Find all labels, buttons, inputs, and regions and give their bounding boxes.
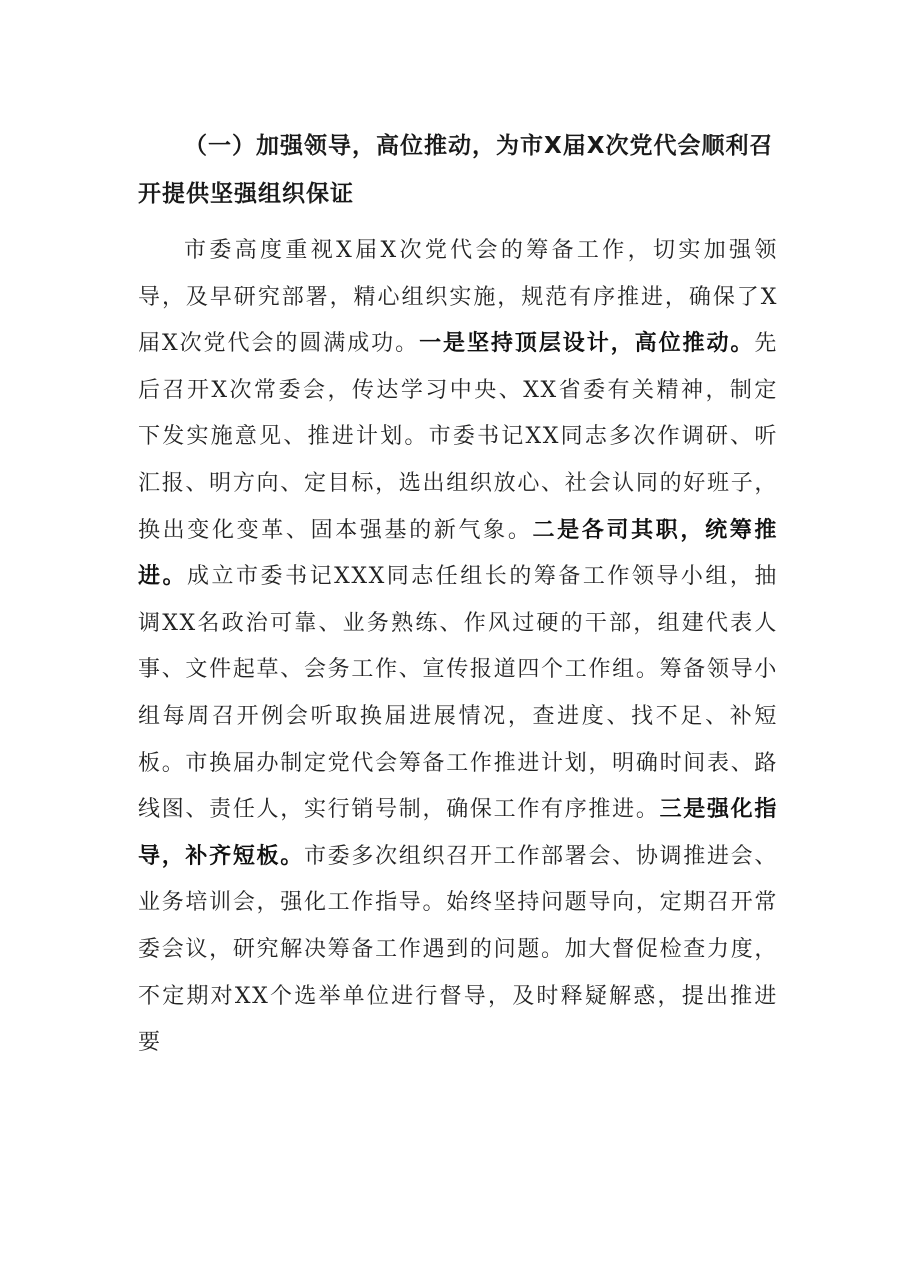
section-heading: （一）加强领导，高位推动，为市X届X次党代会顺利召开提供坚强组织保证 — [138, 133, 774, 207]
point-3-title: 三是强化指导，补齐短板。 — [138, 797, 778, 869]
point-2-title: 二是各司其职，统筹推进。 — [138, 517, 778, 590]
body-paragraph — [138, 228, 778, 1067]
point-2-text: 成立市委书记XXX同志任组长的筹备工作领导小组，抽调XX名政治可靠、业务熟练、作风过硬的干部，组建代表人事、文件起草、会务工作、宣传报道四个工作组。筹备领导小组每周召开例会听取换届进展情况，查进度、找不足、补短板。市换届办制定党代会筹备工作推进计划，明确时间表、路线图、责任人，实行销号制，确保工作有序推进。 — [138, 564, 778, 823]
point-3-text: 市委多次组织召开工作部署会、协调推进会、业务培训会，强化工作指导。始终坚持问题导向，定期召开常委会议，研究解决筹备工作遇到的问题。加大督促检查力度，不定期对XX个选举单位进行督导，及时释疑解惑，提出推进要 — [138, 843, 778, 1056]
paragraph-intro: 市委高度重视X届X次党代会的筹备工作，切实加强领导，及早研究部署，精心组织实施，规范有序推进，确保了X届X次党代会的圆满成功。 — [138, 238, 778, 357]
point-1-text: 先后召开X次常委会，传达学习中央、XX省委有关精神，制定下发实施意见、推进计划。市委书记XX同志多次作调研、听汇报、明方向、定目标，选出组织放心、社会认同的好班子，换出变化变革、固本强基的新气象。 — [138, 331, 778, 543]
point-1-title: 一是坚持顶层设计，高位推动。 — [419, 331, 755, 357]
